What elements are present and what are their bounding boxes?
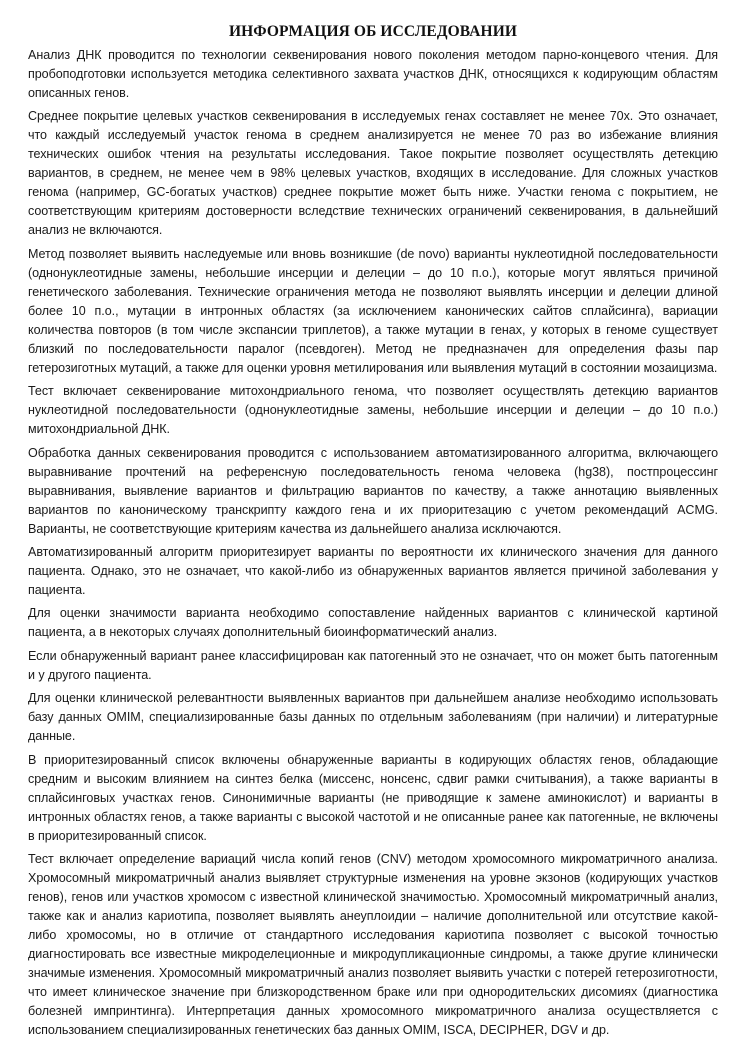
paragraph-coverage: Среднее покрытие целевых участков секвенирования в исследуемых генах составляет не менее 70х. Это означает, что каждый исследуемый участок генома в среднем анализируется не менее 70 раз во избежание влияния технических ошибок чтения на результаты исследования. Такое покрытие позволяет осуществлять детекцию вариантов, в среднем, не менее чем в 98% целевых участков, входящих в исследование. Для сложных участков генома (например, GC-богатых участков) среднее покрытие может быть ниже. Участки генома с покрытием, не соответствующим критериям достоверности вследствие технических ограничений секвенирования, в дальнейший анализ не включаются. <box>28 109 718 238</box>
paragraph-method-limitations: Метод позволяет выявить наследуемые или вновь возникшие (de novo) варианты нуклеотидной последовательности (однонуклеотидные замены, небольшие инсерции и делеции – до 10 п.о.), которые могут являться причиной генетического заболевания. Технические ограничения метода не позволяют выявлять инсерции и делеции длиной более 10 п.о., мутации в интронных областях (за исключением канонических сайтов сплайсинга), вариации количества повторов (в том числе экспансии триплетов), а также мутации в генах, у которых в геноме существует близкий по последовательности паралог (псевдоген). Метод не предназначен для определения фазы пар гетерозиготных мутаций, а также для оценки уровня метилирования или выявления мутаций в состоянии мозаицизма. <box>28 246 718 375</box>
paragraph-data-processing: Обработка данных секвенирования проводится с использованием автоматизированного алгоритма, включающего выравнивание прочтений на референсную последовательность генома человека (hg38), постпроцессинг выравнивания, выявление вариантов и фильтрацию вариантов по качеству, а также аннотацию выявленных вариантов по каноническому транскрипту каждого гена и их приоритезацию с учетом рекомендаций ACMG. Варианты, не соответствующие критериям качества из дальнейшего анализа исключаются. <box>28 445 718 536</box>
document-title: ИНФОРМАЦИЯ ОБ ИССЛЕДОВАНИИ <box>228 23 518 40</box>
paragraph-clinical-relevance: Для оценки клинической релевантности выявленных вариантов при дальнейшем анализе необходимо использовать базу данных OMIM, специализированные базы данных по отдельным заболеваниям (при наличии) и литературные данные. <box>28 691 718 744</box>
document-page <box>28 0 718 1044</box>
paragraph-pathogenic-note: Если обнаруженный вариант ранее классифицирован как патогенный это не означает, что он может быть патогенным и у другого пациента. <box>28 648 718 682</box>
paragraph-significance: Для оценки значимости варианта необходимо сопоставление найденных вариантов с клинической картиной пациента, а в некоторых случаях дополнительный биоинформатический анализ. <box>28 606 718 640</box>
paragraph-sequencing-method: Анализ ДНК проводится по технологии секвенирования нового поколения методом парно-концевого чтения. Для пробоподготовки используется методика селективного захвата участков ДНК, относящихся к кодирующим областям описанных генов. <box>28 48 718 100</box>
paragraph-mitochondrial: Тест включает секвенирование митохондриального генома, что позволяет осуществлять детекцию вариантов нуклеотидной последовательности (однонуклеотидные замены, небольшие инсерции и делеции – до 10 п.о.) митохондриальной ДНК. <box>28 384 718 437</box>
paragraph-prioritization: Автоматизированный алгоритм приоритезирует варианты по вероятности их клинического значения для данного пациента. Однако, это не означает, что какой-либо из обнаруженных вариантов является причиной заболевания у пациента. <box>28 544 718 597</box>
paragraph-prioritized-list: В приоритезированный список включены обнаруженные варианты в кодирующих областях генов, обладающие средним и высоким влиянием на синтез белка (миссенс, нонсенс, сдвиг рамки считывания), а также варианты в сплайсинговых участках генов. Синонимичные варианты (не приводящие к замене аминокислот) и варианты в интронных областях генов, а также варианты с высокой частотой и не описанные ранее как патогенные, не включены в приоритезированный список. <box>28 752 718 843</box>
paragraph-cnv: Тест включает определение вариаций числа копий генов (CNV) методом хромосомного микроматричного анализа. Хромосомный микроматричный анализ выявляет структурные изменения на уровне экзонов (кодирующих участков генов), генов или участков хромосом с известной клинической значимостью. Хромосомный микроматричный анализ, также как и анализ кариотипа, позволяет выявлять анеуплоидии – наличие дополнительной или отсутствие какой-либо хромосомы, но в отличие от стандартного исследования кариотипа позволяет с высокой точностью диагностировать все известные микроделеционные и микродупликационные синдромы, а также другие клинически значимые изменения. Хромосомный микроматричный анализ позволяет выявить участки с потерей гетерозиготности, что имеет клиническое значение при близкородственном браке или при однородительских дисомиях (диагностика болезней импринтинга). Интерпретация данных хромосомного микроматричного анализа осуществляется с использованием специализированных генетических баз данных OMIM, ISCA, DECIPHER, DGV и др. <box>28 851 718 1037</box>
